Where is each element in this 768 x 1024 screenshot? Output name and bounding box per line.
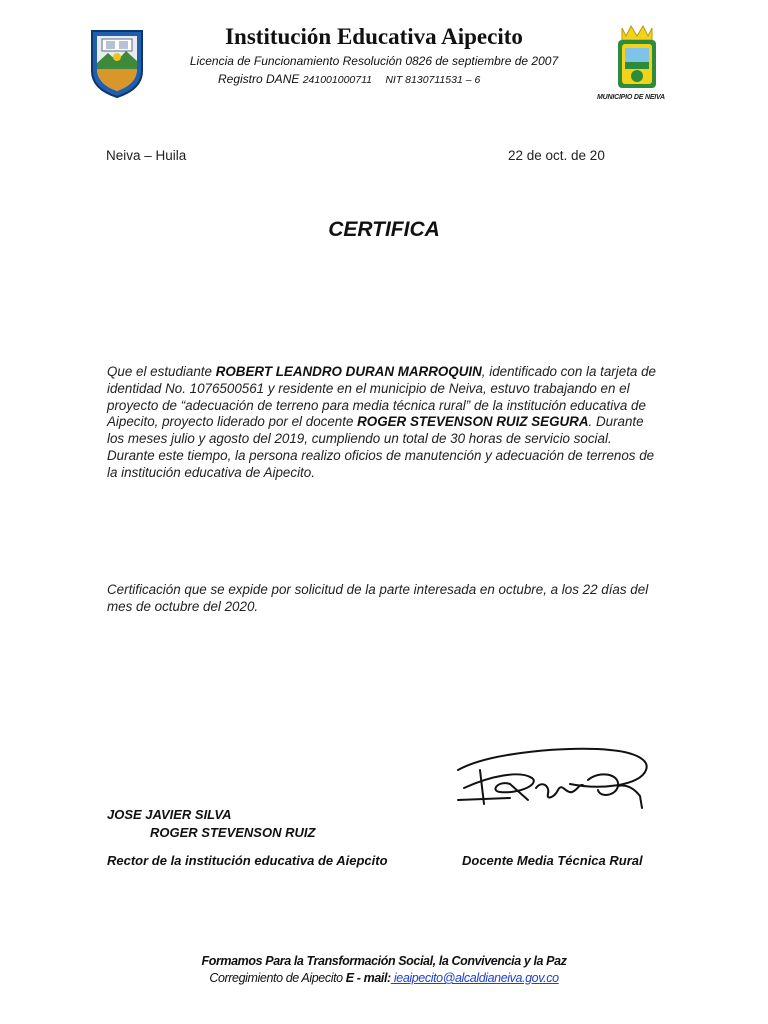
footer-motto: Formamos Para la Transformación Social, la Convivencia y la Paz [201,954,567,968]
email-label: E - mail: [345,971,391,985]
place: Neiva – Huila [106,148,187,163]
date: 22 de oct. de 20 [508,148,605,163]
teacher-name: ROGER STEVENSON RUIZ SEGURA [357,414,589,430]
body-intro: Que el estudiante [107,364,216,379]
registration-line [218,72,480,86]
institution-shield-logo [88,27,146,99]
dane-label: Registro DANE [218,72,300,86]
nit-number: NIT 8130711531 – 6 [385,74,481,86]
certificate-body [107,364,663,482]
closing-statement: Certificación que se expide por solicitud de la parte interesada en octubre, a los 22 días del mes de octubre del 2020. [107,582,649,614]
municipality-caption: MUNICIPIO DE NEIVA [597,94,665,101]
dane-number: 241001000711 [302,74,372,86]
footer-contact [0,971,768,985]
license-line: Licencia de Funcionamiento Resolución 0826 de septiembre de 2007 [189,54,559,68]
footer-location: Corregimiento de Aipecito [209,971,346,985]
email-link[interactable]: ieaipecito@alcaldianeiva.gov.co [390,971,559,985]
body-end: . Durante los meses julio y agosto del 2019, cumpliendo un total de 30 horas de servicio social. Durante este tiempo, la persona realizo oficios de manutención y adecuación de terrenos de la institución educativa de Aipecito. [107,414,655,480]
teacher-role: Docente Media Técnica Rural [462,853,643,868]
rector-role: Rector de la institución educativa de Aiepcito [107,853,388,868]
student-name: ROBERT LEANDRO DURAN MARROQUIN [215,364,482,379]
teacher-signature-name: ROGER STEVENSON RUIZ [150,825,316,840]
handwritten-signature [450,740,660,818]
certificate-title: CERTIFICA [328,218,440,241]
municipality-logo [596,22,678,104]
institution-name: Institución Educativa Aipecito [225,24,523,49]
body-middle: , identificado con la tarjeta de identidad No. 1076500561 y residente en el municipio de Neiva, estuvo trabajando en el proyecto de “adecuación de terreno para media técnica rural” de la institución educativa de Aipecito, proyecto liderado por el docente [107,364,656,430]
rector-name: JOSE JAVIER SILVA [107,807,232,822]
